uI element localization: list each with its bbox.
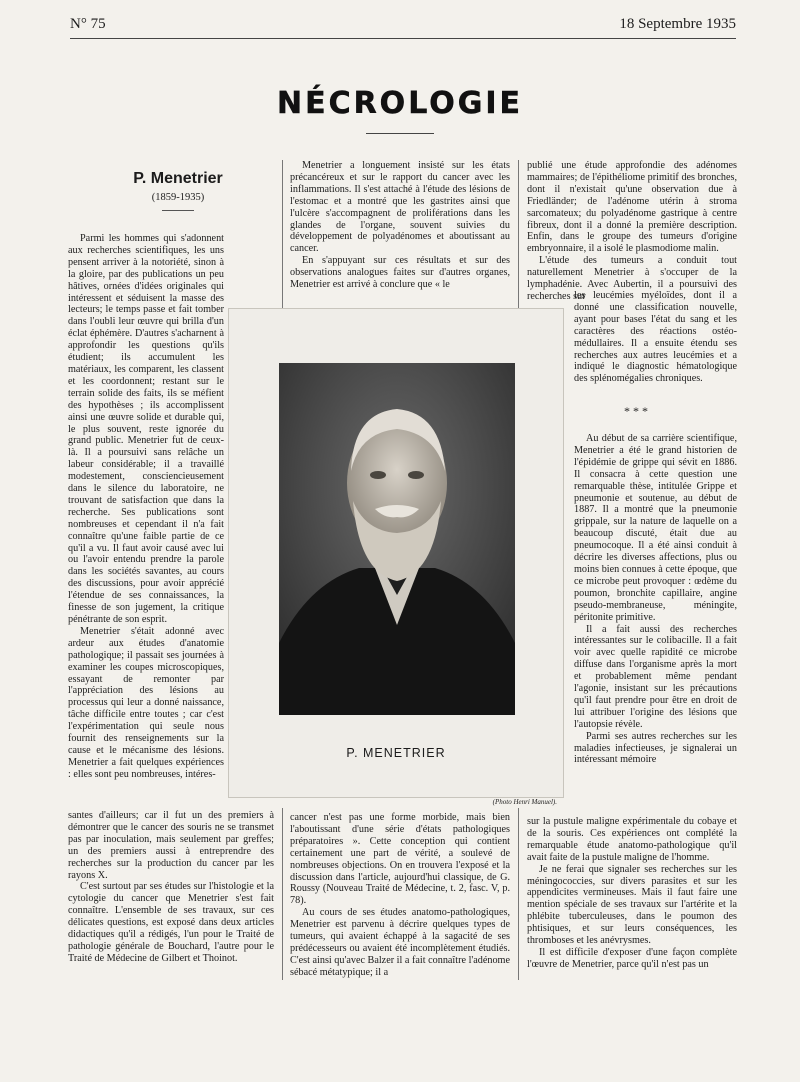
text-col2-top <box>290 160 510 291</box>
years-rule <box>162 210 194 211</box>
column-rule-left <box>282 160 283 308</box>
paragraph: Il est difficile d'exposer d'une façon complète l'œuvre de Menetrier, parce qu'il n'est pas un <box>527 946 737 970</box>
photo-caption: P. MENETRIER <box>346 746 446 760</box>
text-col3-narrow-a <box>574 290 737 385</box>
article-years: (1859-1935) <box>151 192 205 203</box>
column-rule-right-lower <box>518 808 519 980</box>
paragraph: L'étude des tumeurs a conduit tout naturellement Menetrier à s'occuper de la lymphadénie. Avec Aubertin, il a poursuivi des recherches sur <box>527 255 737 302</box>
paragraph: Au début de sa carrière scientifique, Menetrier a été le grand historien de l'épidémie de grippe qui sévit en 1886. Il consacra à cette question une remarquable thèse, intitulée Grippe et pneumonie et soutenue, au début de 1887. Il a montré que la pneumonie grippale, sur la nature de laquelle on a beaucoup discuté, était due au pneumocoque. Il a été ainsi conduit à décrire les diverses affections, plus ou moins bien connues à cette époque, que ce microbe peut provoquer : œdème du poumon, bronchite capillaire, angine pseudo-membraneuse, méningite, péritonite primitive. <box>574 433 737 623</box>
paragraph: les leucémies myéloïdes, dont il a donné une classification nouvelle, ayant pour bases l'état du sang et les caractères des réactions ostéo-médullaires. Il a ensuite étendu ses recherches aux autres leucémies et a indiqué le diagnostic hématologique des splénomégalies chroniques. <box>574 290 737 385</box>
article-title: P. Menetrier <box>133 170 223 187</box>
paragraph: Il a fait aussi des recherches intéressantes sur le colibacille. Il a fait voir avec quelle rapidité ce microbe diffuse dans l'organisme après la mort et probablement même pendant l'agonie, insistant sur les précautions qu'il faut prendre pour être en droit de lui attribuer l'origine des lésions que l'autopsie révèle. <box>574 623 737 730</box>
portrait-illustration <box>279 363 515 715</box>
column-rule-right <box>518 160 519 308</box>
page-header <box>70 14 736 38</box>
title-rule <box>366 133 434 134</box>
paragraph: Menetrier a longuement insisté sur les états précancéreux et sur le rapport du cancer avec les inflammations. Il s'est attaché à l'étude des lésions de l'estomac et a montré que les gastrites ainsi que l'ulcère s'accompagnent de proliférations dans les glandes de l'organe, souvent suivies du développement de polyadénomes et aboutissant au cancer. <box>290 160 510 255</box>
text-col3-top <box>527 160 737 303</box>
paragraph: sur la pustule maligne expérimentale du cobaye et de la souris. Ces expériences ont complété la remarquable étude anatomo-pathologique qu'il avait faite de la pustule maligne de l'homme. <box>527 816 737 863</box>
photo-credit: (Photo Henri Manuel). <box>492 798 557 806</box>
portrait-photo <box>228 308 564 806</box>
issue-number: N° 75 <box>70 16 106 32</box>
text-col1-top <box>68 233 224 781</box>
text-col3-narrow-b <box>574 433 737 766</box>
text-col3-bottom <box>527 816 737 971</box>
paragraph: C'est surtout par ses études sur l'histologie et la cytologie du cancer que Menetrier s'est fait connaître. L'ensemble de ses travaux, sur ces délicates questions, est exposé dans deux articles didactiques qu'il a rédigés, l'un pour le Traité de pathologie générale de Bouchard, l'autre pour le Traité de Médecine de Gilbert et Thoinot. <box>68 881 274 964</box>
text-col2-bottom <box>290 812 510 979</box>
paragraph: Je ne ferai que signaler ses recherches sur les méningococcies, sur divers parasites et sur les appendicites vermineuses. Mais il faut faire une mention spéciale de ses travaux sur l'artérite et la phlébite tuberculeuses, dans le poumon des phtisiques, et sur leurs conséquences, les thromboses et les anévrysmes. <box>527 863 737 947</box>
header-rule <box>70 38 736 39</box>
issue-date: 18 Septembre 1935 <box>619 16 736 32</box>
paragraph: Au cours de ses études anatomo-pathologiques, Menetrier est parvenu à décrire quelques types de tumeurs, qui avaient échappé à la sagacité de ses prédécesseurs ou avaient été incomplètement étudiés. C'est ainsi qu'avec Balzer il a fait connaître l'adénome sébacé métatypique; il a <box>290 907 510 978</box>
portrait-image <box>279 363 515 715</box>
paragraph: publié une étude approfondie des adénomes mammaires; de l'épithéliome primitif des bronches, dont il n'existait qu'une observation due à Friedländer; de l'adénome utérin à stroma sarcomateux; du polyadénome gastrique à centre fibreux, dont il a donné la première description. Enfin, dans le groupe des tumeurs d'origine embryonnaire, il a isolé le plasmodiome malin. <box>527 160 737 255</box>
paragraph: Parmi ses autres recherches sur les maladies infectieuses, je signalerai un intéressant mémoire <box>574 730 737 766</box>
paragraph: Parmi les hommes qui s'adonnent aux recherches scientifiques, les uns pensent arriver à la notoriété, sinon à la gloire, par des publications un peu hâtives, ornées d'idées originales qui intéressent et séduisent la masse des lecteurs; le temps passe et fait tomber dans l'oubli leur œuvre qui brilla d'un éclat éphémère. D'autres s'acharnent à approfondir les questions qu'ils étudient; ils accumulent les matériaux, les comparent, les classent et les coordonnent; restant sur le terrain solide des faits, ils se méfient des hypothèses ; ils accomplissent ainsi une œuvre solide et durable qui, le plus souvent, reste ignorée du grand public. Menetrier fut de ceux-là. Il a poursuivi sans relâche un labeur considérable; il a travaillé modestement, consciencieusement dans le silence du laboratoire, ne trouvant de satisfaction que dans la recherche. Ses publications sont nombreuses et cependant il n'a fait connaître qu'une faible partie de ce qu'il a vu. Il faut avoir causé avec lui ou l'avoir entendu prendre la parole dans les sociétés savantes, au cours des discussions, pour avoir apprécié l'étendue de ses connaissances, la finesse de son jugement, la critique pénétrante de son esprit. <box>68 233 224 625</box>
paragraph: Menetrier s'était adonné avec ardeur aux études d'anatomie pathologique; il passait ses journées à examiner les coupes microscopiques, essayant de remonter par l'appréciation des lésions au processus qui leur a donné naissance, tâche difficile entre toutes ; car c'est l'expérimentation qui seule nous fournit des renseignements sur la cause et le mécanisme des lésions. Menetrier a fait quelques expériences : elles sont peu nombreuses, intéres- <box>68 625 224 780</box>
paragraph: santes d'ailleurs; car il fut un des premiers à démontrer que le cancer des souris ne se transmet pas par inoculation, mais seulement par greffes; un des premiers aussi à entreprendre des recherches sur la production du cancer par les rayons X. <box>68 810 274 881</box>
section-title: NÉCROLOGIE <box>276 86 524 121</box>
paragraph: En s'appuyant sur ces résultats et sur des observations analogues faites sur d'autres organes, Menetrier est arrivé à conclure que « le <box>290 255 510 291</box>
section-asterism: * * * <box>624 404 648 418</box>
column-rule-left-lower <box>282 808 283 980</box>
text-col1-bottom <box>68 810 274 965</box>
paragraph: cancer n'est pas une forme morbide, mais bien l'aboutissant d'une série d'états pathologiques préparatoires ». Cette conception qui contient certainement une part de vérité, a soulevé de nombreuses objections. On en trouvera l'exposé et la discussion dans l'article, aujourd'hui classique, de G. Roussy (Nouveau Traité de Médecine, t. 2, fasc. V, p. 78). <box>290 812 510 907</box>
